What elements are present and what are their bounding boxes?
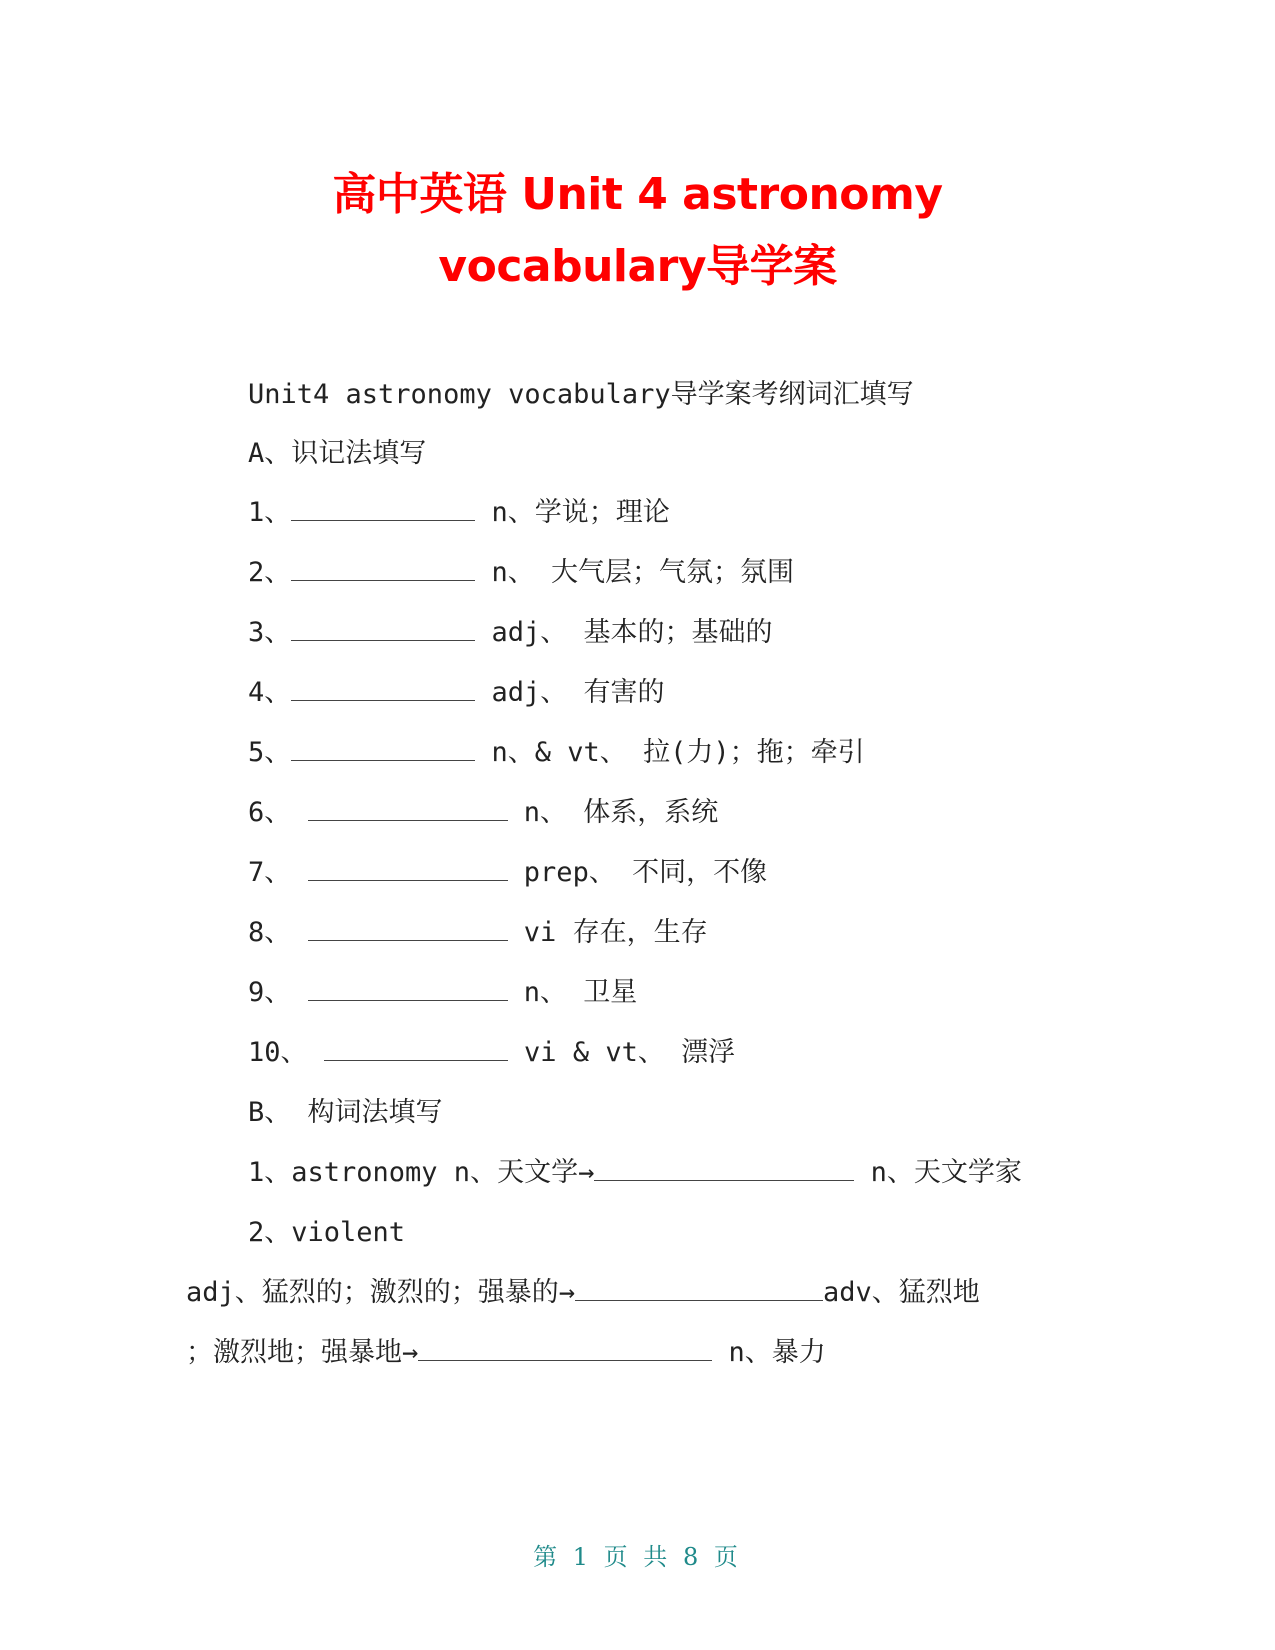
answer-blank[interactable]	[308, 916, 508, 941]
item-definition: prep、 不同，不像	[523, 857, 768, 888]
answer-blank[interactable]	[308, 856, 508, 881]
list-item	[248, 855, 767, 891]
item-definition: vi 存在，生存	[523, 917, 708, 948]
item-definition: n、 大气层；气氛；氛围	[491, 557, 795, 588]
list-item	[248, 795, 718, 831]
section-a-heading: A、识记法填写	[248, 438, 427, 469]
item-number: 7、	[248, 857, 292, 888]
item-number: 6、	[248, 797, 292, 828]
item-suffix: adv、猛烈地	[823, 1277, 980, 1308]
intro-line: Unit4 astronomy vocabulary导学案考纲词汇填写	[248, 379, 914, 410]
item-number: 5、	[248, 737, 292, 768]
item-number: 8、	[248, 917, 292, 948]
item-number: 1、	[248, 497, 292, 528]
list-item	[248, 495, 670, 531]
answer-blank[interactable]	[291, 676, 475, 701]
answer-blank[interactable]	[308, 976, 508, 1001]
answer-blank[interactable]	[291, 496, 475, 521]
answer-blank[interactable]	[308, 796, 508, 821]
list-item	[248, 555, 794, 591]
page-title-line-2: vocabulary导学案	[438, 241, 837, 292]
item-definition: n、& vt、 拉(力)；拖；牵引	[491, 737, 865, 768]
item-suffix: n、暴力	[728, 1337, 826, 1368]
list-item-head: 2、violent	[248, 1217, 406, 1248]
item-number: 2、	[248, 557, 292, 588]
item-definition: n、学说；理论	[491, 497, 670, 528]
list-item	[248, 675, 665, 711]
section-b-heading: B、 构词法填写	[248, 1097, 443, 1128]
item-definition: adj、 基本的；基础的	[491, 617, 773, 648]
answer-blank[interactable]	[291, 616, 475, 641]
answer-blank[interactable]	[291, 736, 475, 761]
list-item	[248, 1155, 1022, 1191]
answer-blank[interactable]	[575, 1276, 823, 1301]
list-item	[248, 915, 708, 951]
item-prefix: adj、猛烈的；激烈的；强暴的→	[186, 1277, 576, 1308]
list-item	[248, 975, 637, 1011]
answer-blank[interactable]	[418, 1336, 712, 1361]
item-prefix: 1、astronomy n、天文学→	[248, 1157, 595, 1188]
item-definition: vi & vt、 漂浮	[524, 1037, 736, 1068]
item-suffix: n、天文学家	[870, 1157, 1022, 1188]
list-item-continuation	[186, 1335, 826, 1371]
list-item	[248, 615, 773, 651]
item-definition: n、 体系，系统	[523, 797, 719, 828]
answer-blank[interactable]	[324, 1036, 508, 1061]
page-footer: 第 1 页 共 8 页	[533, 1543, 742, 1571]
item-definition: adj、 有害的	[491, 677, 665, 708]
item-number: 9、	[248, 977, 292, 1008]
list-item	[248, 735, 865, 771]
item-prefix: ；激烈地；强暴地→	[186, 1337, 419, 1368]
item-definition: n、 卫星	[523, 977, 638, 1008]
answer-blank[interactable]	[594, 1156, 854, 1181]
item-number: 10、	[248, 1037, 308, 1068]
item-number: 3、	[248, 617, 292, 648]
page-title-line-1: 高中英语 Unit 4 astronomy	[332, 169, 943, 220]
list-item	[248, 1035, 735, 1071]
list-item-continuation	[186, 1275, 980, 1311]
item-number: 4、	[248, 677, 292, 708]
answer-blank[interactable]	[291, 556, 475, 581]
